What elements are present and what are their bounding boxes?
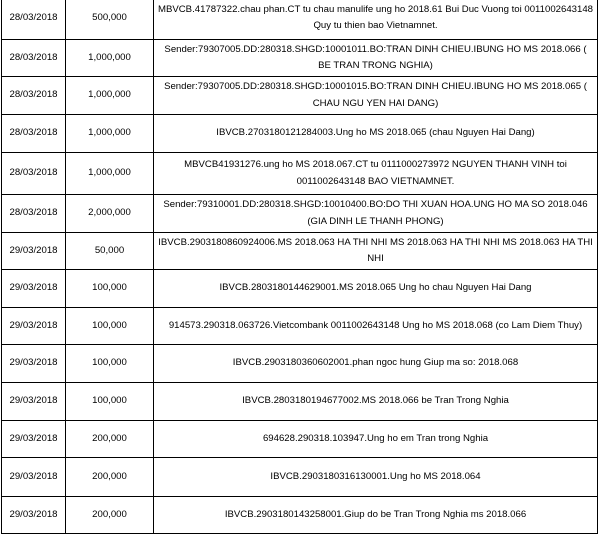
date-cell: 29/03/2018	[2, 345, 66, 383]
date-cell: 28/03/2018	[2, 0, 66, 40]
table-row	[2, 497, 598, 534]
table-row	[2, 77, 598, 115]
table-row	[2, 153, 598, 195]
date-cell: 28/03/2018	[2, 195, 66, 233]
date-cell: 28/03/2018	[2, 40, 66, 77]
date-cell: 29/03/2018	[2, 233, 66, 270]
date-cell: 28/03/2018	[2, 77, 66, 115]
donation-ledger-table	[1, 0, 598, 534]
table-row	[2, 308, 598, 345]
description-cell: Sender:79310001.DD:280318.SHGD:10010400.BO:DO THI XUAN HOA.UNG HO MA SO 2018.046 (GIA DINH LE THANH PHONG)	[154, 195, 598, 233]
table-row	[2, 421, 598, 458]
amount-cell: 100,000	[66, 308, 154, 345]
table-row	[2, 233, 598, 270]
table-row	[2, 383, 598, 421]
amount-cell: 500,000	[66, 0, 154, 40]
date-cell: 29/03/2018	[2, 421, 66, 458]
amount-cell: 200,000	[66, 497, 154, 534]
description-cell: MBVCB41931276.ung ho MS 2018.067.CT tu 0111000273972 NGUYEN THANH VINH toi 0011002643148 BAO VIETNAMNET.	[154, 153, 598, 195]
amount-cell: 100,000	[66, 383, 154, 421]
description-cell: Sender:79307005.DD:280318.SHGD:10001015.BO:TRAN DINH CHIEU.IBUNG HO MS 2018.065 ( CHAU NGU YEN HAI DANG)	[154, 77, 598, 115]
date-cell: 28/03/2018	[2, 115, 66, 153]
description-cell: Sender:79307005.DD:280318.SHGD:10001011.BO:TRAN DINH CHIEU.IBUNG HO MS 2018.066 ( BE TRAN TRONG NGHIA)	[154, 40, 598, 77]
amount-cell: 1,000,000	[66, 40, 154, 77]
amount-cell: 1,000,000	[66, 77, 154, 115]
table-row	[2, 40, 598, 77]
amount-cell: 1,000,000	[66, 153, 154, 195]
date-cell: 29/03/2018	[2, 497, 66, 534]
date-cell: 29/03/2018	[2, 308, 66, 345]
date-cell: 29/03/2018	[2, 458, 66, 497]
amount-cell: 100,000	[66, 345, 154, 383]
date-cell: 29/03/2018	[2, 383, 66, 421]
amount-cell: 2,000,000	[66, 195, 154, 233]
amount-cell: 50,000	[66, 233, 154, 270]
date-cell: 29/03/2018	[2, 270, 66, 308]
table-row	[2, 270, 598, 308]
description-cell: 694628.290318.103947.Ung ho em Tran trong Nghia	[154, 421, 598, 458]
amount-cell: 200,000	[66, 421, 154, 458]
description-cell: IBVCB.2903180316130001.Ung ho MS 2018.064	[154, 458, 598, 497]
date-cell: 28/03/2018	[2, 153, 66, 195]
table-row	[2, 345, 598, 383]
description-cell: IBVCB.2803180144629001.MS 2018.065 Ung ho chau Nguyen Hai Dang	[154, 270, 598, 308]
description-cell: MBVCB.41787322.chau phan.CT tu chau manulife ung ho 2018.61 Bui Duc Vuong toi 0011002643148 Quy tu thien bao Vietnamnet.	[154, 0, 598, 40]
amount-cell: 100,000	[66, 270, 154, 308]
table-row	[2, 458, 598, 497]
description-cell: IBVCB.2903180860924006.MS 2018.063 HA THI NHI MS 2018.063 HA THI NHI MS 2018.063 HA THI NHI	[154, 233, 598, 270]
description-cell: IBVCB.2903180143258001.Giup do be Tran Trong Nghia ms 2018.066	[154, 497, 598, 534]
table-row	[2, 115, 598, 153]
amount-cell: 200,000	[66, 458, 154, 497]
description-cell: 914573.290318.063726.Vietcombank 0011002643148 Ung ho MS 2018.068 (co Lam Diem Thuy)	[154, 308, 598, 345]
description-cell: IBVCB.2803180194677002.MS 2018.066 be Tran Trong Nghia	[154, 383, 598, 421]
table-row	[2, 195, 598, 233]
description-cell: IBVCB.2703180121284003.Ung ho MS 2018.065 (chau Nguyen Hai Dang)	[154, 115, 598, 153]
amount-cell: 1,000,000	[66, 115, 154, 153]
description-cell: IBVCB.2903180360602001.phan ngoc hung Giup ma so: 2018.068	[154, 345, 598, 383]
table-row	[2, 0, 598, 40]
